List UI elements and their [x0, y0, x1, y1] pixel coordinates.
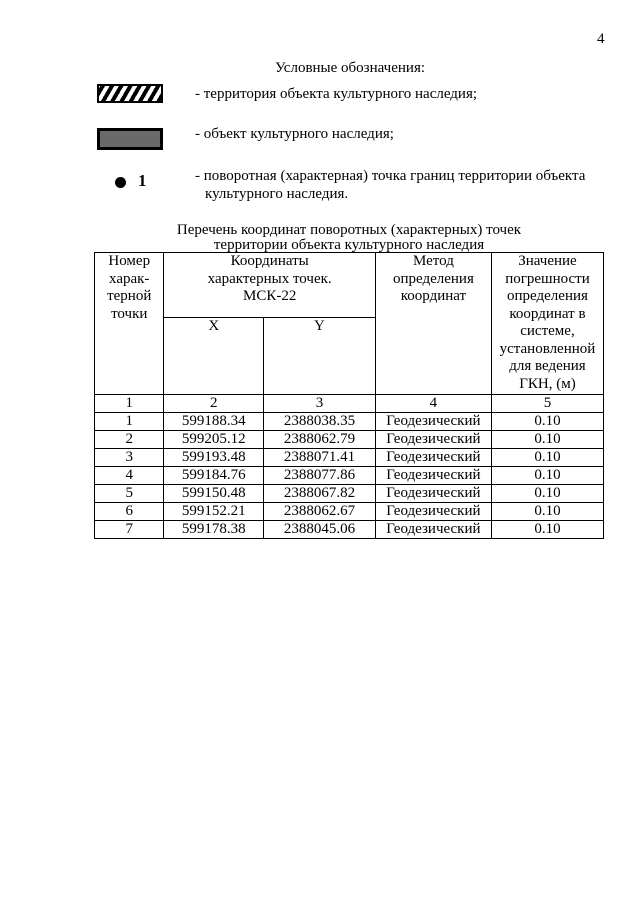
header-error-line: установленной: [499, 340, 596, 357]
table-title-line1: Перечень координат поворотных (характерных) точек: [176, 222, 522, 238]
header-method-line: определения: [392, 270, 474, 287]
table-row: [95, 467, 604, 485]
table-row: [95, 449, 604, 467]
point-marker-number: 1: [138, 171, 147, 190]
cell-x: 599184.76: [164, 467, 264, 485]
header-x: X: [164, 318, 264, 395]
legend-point-line1: - поворотная (характерная) точка границ территории объекта: [195, 168, 586, 184]
territory-hatch-swatch: [97, 84, 163, 103]
column-number: 4: [375, 395, 491, 413]
cell-method: Геодезический: [375, 431, 491, 449]
header-coords-line: Координаты: [230, 253, 309, 269]
table-row: [95, 413, 604, 431]
header-coords-line: характерных точек.: [207, 270, 332, 287]
cell-n: 3: [95, 449, 164, 467]
cell-method: Геодезический: [375, 503, 491, 521]
cell-x: 599205.12: [164, 431, 264, 449]
cell-error: 0.10: [491, 521, 603, 539]
header-error-line: определения: [507, 288, 588, 304]
column-number: 1: [95, 395, 164, 413]
cell-x: 599178.38: [164, 521, 264, 539]
cell-y: 2388077.86: [264, 467, 376, 485]
header-coords: [164, 253, 375, 318]
header-number-line: харак-: [109, 270, 150, 287]
cell-y: 2388038.35: [264, 413, 376, 431]
cell-n: 5: [95, 485, 164, 503]
header-number-line: Номер: [108, 253, 151, 269]
header-method-line: координат: [400, 288, 467, 304]
header-number-line: точки: [111, 305, 148, 322]
header-error-line: ГКН, (м): [519, 375, 576, 392]
coordinates-table: [94, 252, 604, 539]
cell-y: 2388045.06: [264, 521, 376, 539]
cell-y: 2388071.41: [264, 449, 376, 467]
column-number: 5: [491, 395, 603, 413]
cell-method: Геодезический: [375, 485, 491, 503]
cell-y: 2388062.67: [264, 503, 376, 521]
legend-object-label: - объект культурного наследия;: [195, 126, 394, 142]
legend-point-label: [195, 167, 615, 203]
cell-x: 599193.48: [164, 449, 264, 467]
cell-method: Геодезический: [375, 449, 491, 467]
header-method: [375, 253, 491, 395]
table-header-row: [95, 253, 604, 318]
cell-n: 7: [95, 521, 164, 539]
header-error-line: Значение: [518, 253, 577, 269]
legend-title: Условные обозначения:: [274, 60, 426, 76]
header-error: [491, 253, 603, 395]
cell-n: 2: [95, 431, 164, 449]
header-error-line: системе,: [520, 323, 575, 339]
table-row: [95, 503, 604, 521]
header-error-line: для ведения: [509, 358, 586, 374]
header-number: [95, 253, 164, 395]
cell-method: Геодезический: [375, 521, 491, 539]
table-row: [95, 485, 604, 503]
heritage-object-swatch: [97, 128, 163, 150]
cell-error: 0.10: [491, 431, 603, 449]
header-error-line: координат в: [509, 305, 586, 322]
header-error-line: погрешности: [505, 270, 590, 287]
cell-x: 599150.48: [164, 485, 264, 503]
header-number-line: терной: [107, 288, 152, 304]
cell-n: 1: [95, 413, 164, 431]
cell-n: 4: [95, 467, 164, 485]
header-y: Y: [264, 318, 376, 395]
cell-y: 2388067.82: [264, 485, 376, 503]
cell-x: 599152.21: [164, 503, 264, 521]
cell-error: 0.10: [491, 485, 603, 503]
column-number-row: [95, 395, 604, 413]
column-number: 2: [164, 395, 264, 413]
cell-error: 0.10: [491, 503, 603, 521]
table-title: [94, 223, 604, 253]
cell-x: 599188.34: [164, 413, 264, 431]
cell-error: 0.10: [491, 467, 603, 485]
cell-method: Геодезический: [375, 413, 491, 431]
header-method-line: Метод: [412, 253, 454, 269]
cell-error: 0.10: [491, 413, 603, 431]
table-row: [95, 431, 604, 449]
page-number: 4: [597, 31, 605, 47]
column-number: 3: [264, 395, 376, 413]
cell-n: 6: [95, 503, 164, 521]
cell-error: 0.10: [491, 449, 603, 467]
legend-territory-label: - территория объекта культурного наследия;: [195, 86, 478, 102]
cell-y: 2388062.79: [264, 431, 376, 449]
cell-method: Геодезический: [375, 467, 491, 485]
legend-point-line2: культурного наследия.: [205, 186, 349, 202]
header-coords-line: МСК-22: [243, 288, 297, 304]
table-title-line2: территории объекта культурного наследия: [213, 237, 485, 253]
table-row: [95, 521, 604, 539]
point-dot-icon: [115, 177, 126, 188]
